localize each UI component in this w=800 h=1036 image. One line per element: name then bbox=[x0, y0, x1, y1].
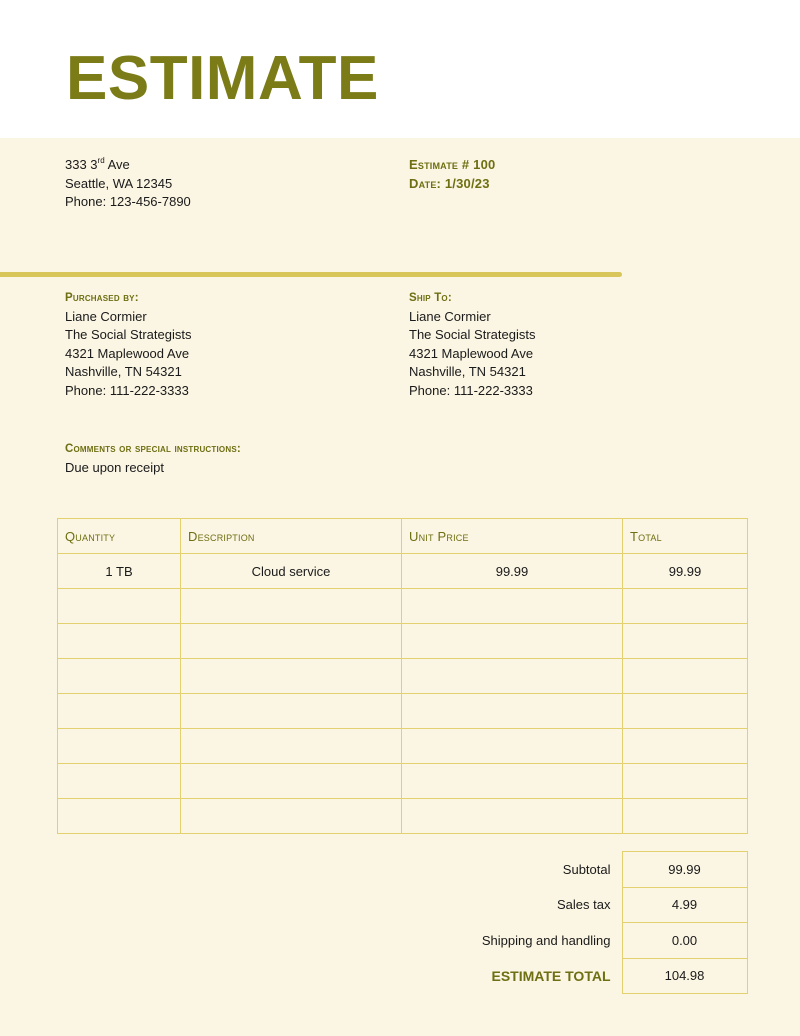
cell-total: 99.99 bbox=[623, 554, 748, 589]
table-row bbox=[58, 799, 748, 834]
cell-description bbox=[181, 659, 402, 694]
purchased-by-block bbox=[65, 289, 191, 400]
cell-quantity bbox=[58, 764, 181, 799]
cell-total bbox=[623, 729, 748, 764]
table-row bbox=[58, 729, 748, 764]
cell-description bbox=[181, 799, 402, 834]
purchased-by-label: Purchased by: bbox=[65, 292, 139, 304]
ship-to-company: The Social Strategists bbox=[409, 327, 536, 342]
cell-total bbox=[623, 694, 748, 729]
estimate-total-label: ESTIMATE TOTAL bbox=[491, 967, 611, 984]
purchaser-street: 4321 Maplewood Ave bbox=[65, 345, 190, 361]
table-row bbox=[58, 589, 748, 624]
cell-description bbox=[181, 729, 402, 764]
cell-quantity bbox=[58, 659, 181, 694]
totals-table bbox=[57, 851, 748, 994]
ship-to-phone: Phone: 111-222-3333 bbox=[409, 382, 533, 398]
ship-to-name: Liane Cormier bbox=[409, 308, 491, 324]
cell-quantity bbox=[58, 589, 181, 624]
subtotal-row bbox=[57, 852, 747, 888]
comments-text: Due upon receipt bbox=[65, 459, 165, 475]
purchaser-name: Liane Cormier bbox=[65, 308, 147, 324]
section-divider bbox=[0, 272, 622, 277]
cell-description bbox=[181, 589, 402, 624]
cell-total bbox=[623, 589, 748, 624]
seller-street-line bbox=[65, 156, 191, 175]
cell-description: Cloud service bbox=[181, 554, 402, 589]
cell-quantity bbox=[58, 694, 181, 729]
sales-tax-value: 4.99 bbox=[622, 887, 747, 923]
sales-tax-label: Sales tax bbox=[557, 897, 611, 913]
shipping-row bbox=[57, 923, 747, 959]
cell-quantity: 1 TB bbox=[58, 554, 181, 589]
estimate-date: Date: 1/30/23 bbox=[409, 175, 490, 191]
estimate-total-value: 104.98 bbox=[622, 958, 747, 994]
cell-description bbox=[181, 764, 402, 799]
shipping-label: Shipping and handling bbox=[481, 932, 611, 948]
table-row bbox=[58, 554, 748, 589]
cell-total bbox=[623, 624, 748, 659]
estimate-total-row bbox=[57, 958, 747, 994]
document-title: ESTIMATE bbox=[66, 44, 379, 113]
cell-quantity bbox=[58, 729, 181, 764]
seller-address-suffix: rd bbox=[97, 155, 105, 165]
comments-block bbox=[65, 440, 241, 477]
seller-phone: Phone: 123-456-7890 bbox=[65, 194, 191, 209]
purchaser-company: The Social Strategists bbox=[65, 327, 192, 342]
seller-address-street: Ave bbox=[104, 157, 130, 172]
table-row bbox=[58, 659, 748, 694]
ship-to-city-line: Nashville, TN 54321 bbox=[409, 364, 526, 379]
header-total: Total bbox=[623, 519, 748, 554]
sales-tax-row bbox=[57, 887, 747, 923]
cell-quantity bbox=[58, 799, 181, 834]
header-quantity: Quantity bbox=[58, 519, 181, 554]
cell-unit-price: 99.99 bbox=[402, 554, 623, 589]
seller-address-number: 333 3 bbox=[65, 157, 98, 172]
cell-total bbox=[623, 764, 748, 799]
cell-description bbox=[181, 694, 402, 729]
ship-to-block bbox=[409, 289, 535, 400]
purchaser-city-line: Nashville, TN 54321 bbox=[65, 364, 182, 379]
cell-unit-price bbox=[402, 729, 623, 764]
ship-to-street: 4321 Maplewood Ave bbox=[409, 345, 534, 361]
cell-unit-price bbox=[402, 624, 623, 659]
cell-quantity bbox=[58, 624, 181, 659]
subtotal-label: Subtotal bbox=[562, 861, 611, 877]
cell-description bbox=[181, 624, 402, 659]
shipping-value: 0.00 bbox=[622, 923, 747, 959]
cell-unit-price bbox=[402, 694, 623, 729]
table-row bbox=[58, 694, 748, 729]
subtotal-value: 99.99 bbox=[622, 852, 747, 888]
cell-unit-price bbox=[402, 659, 623, 694]
header-unit-price: Unit Price bbox=[402, 519, 623, 554]
seller-city-line: Seattle, WA 12345 bbox=[65, 175, 173, 191]
purchaser-phone: Phone: 111-222-3333 bbox=[65, 382, 189, 398]
table-row bbox=[58, 624, 748, 659]
cell-unit-price bbox=[402, 764, 623, 799]
table-row bbox=[58, 764, 748, 799]
items-table bbox=[57, 518, 748, 834]
cell-unit-price bbox=[402, 589, 623, 624]
estimate-meta bbox=[409, 156, 495, 193]
ship-to-label: Ship To: bbox=[409, 292, 452, 304]
comments-label: Comments or special instructions: bbox=[65, 443, 241, 455]
header-description: Description bbox=[181, 519, 402, 554]
cell-total bbox=[623, 659, 748, 694]
cell-total bbox=[623, 799, 748, 834]
seller-address bbox=[65, 156, 191, 212]
cell-unit-price bbox=[402, 799, 623, 834]
estimate-number: Estimate # 100 bbox=[409, 157, 496, 172]
items-header-row bbox=[58, 519, 748, 554]
